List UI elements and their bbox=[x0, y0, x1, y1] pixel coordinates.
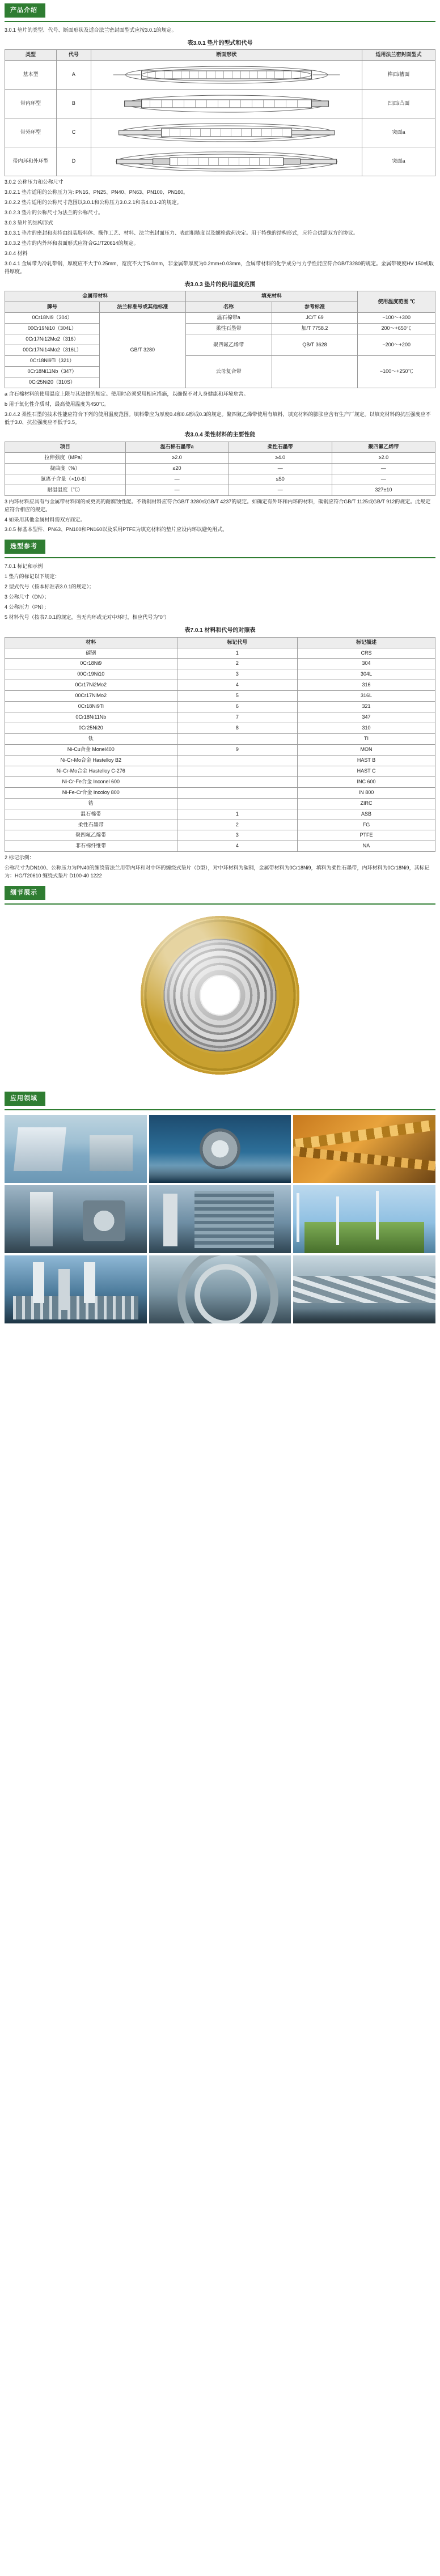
gasket-type-table bbox=[5, 49, 435, 176]
table-row bbox=[5, 680, 435, 691]
t7-r15-c0: 温石棉带 bbox=[5, 809, 177, 820]
th-ptfe: 聚四氟乙烯带 bbox=[332, 442, 435, 452]
gasket-diagram-d bbox=[93, 148, 360, 175]
t7-r1-c2: 304 bbox=[298, 659, 435, 669]
table-row bbox=[5, 648, 435, 659]
table4-title: 表3.0.4 柔性材料的主要性能 bbox=[184, 432, 256, 439]
t7-r4-c0: 00Cr17NiMo2 bbox=[5, 691, 177, 702]
t4-r1-c2: — bbox=[229, 463, 332, 474]
t7-r18-c1: 4 bbox=[177, 841, 298, 852]
th-mark-desc: 标记描述 bbox=[298, 637, 435, 648]
section-title-selection: 选型参考 bbox=[5, 540, 45, 554]
t4-r2-c3: — bbox=[332, 474, 435, 485]
metal-5: 0Cr18Ni11Nb（347） bbox=[5, 366, 100, 377]
cell-type-b: 带内环型 bbox=[5, 90, 57, 118]
t4-r0-c0: 拉伸强度（MPa） bbox=[5, 452, 126, 463]
th-filler-material: 填充材料 bbox=[185, 291, 358, 302]
example-text: 公称尺寸为DN100、公称压力为PN40的缠绕管法兰用带内环和对中环的缠绕式垫片（D型），对中环材料为碳钢，金属带材料为0Cr18Ni9，填料为柔性石墨带，内环材料为0Cr18Ni9，其标记为：HG/T20610 缠绕式垫片 D100-40 1222 bbox=[5, 865, 430, 879]
gallery-image-wind-turbines bbox=[293, 1185, 435, 1253]
clause-block-302 bbox=[5, 179, 435, 275]
t7-r0-c0: 碳钢 bbox=[5, 648, 177, 659]
filler-std-2: QB/T 3628 bbox=[272, 334, 358, 356]
cell-shape-c bbox=[91, 118, 362, 147]
note-a: a 含石棉材料的使用温度上限与其法律的规定。使用时必须采用相应措施，以确保不对人身健康和环境危害。 bbox=[5, 391, 249, 397]
clause-3032: 3.0.3.2 垫片的内外环和表面形式应符合GJ/T20614的规定。 bbox=[5, 240, 139, 247]
table-row bbox=[5, 324, 435, 334]
gasket-diagram-b bbox=[93, 91, 360, 117]
cell-shape-a bbox=[91, 61, 362, 90]
t7-r7-c0: 0Cr25Ni20 bbox=[5, 723, 177, 734]
t7-r5-c0: 0Cr18Ni9Ti bbox=[5, 702, 177, 712]
t7-r10-c1 bbox=[177, 755, 298, 766]
table-row bbox=[5, 841, 435, 852]
th-asbestos: 温石棉石墨带a bbox=[125, 442, 229, 452]
t7-r16-c0: 柔性石墨带 bbox=[5, 820, 177, 830]
t7-r16-c1: 2 bbox=[177, 820, 298, 830]
th-mark-code: 标记代号 bbox=[177, 637, 298, 648]
t7-r8-c2: TI bbox=[298, 734, 435, 745]
t7-r1-c0: 0Cr18Ni9 bbox=[5, 659, 177, 669]
cell-shape-d bbox=[91, 147, 362, 176]
table-row bbox=[5, 485, 435, 495]
t7-r7-c1: 8 bbox=[177, 723, 298, 734]
t4-r3-c0: 耐温温度（℃） bbox=[5, 485, 126, 495]
t7-r18-c0: 非石棉纤维带 bbox=[5, 841, 177, 852]
intro-paragraph: 3.0.1 垫片的类型、代号、断面形状及适合法兰密封面型式应按3.0.1的规定。 bbox=[5, 27, 177, 33]
metal-4: 0Cr18Ni9Ti（321） bbox=[5, 355, 100, 366]
th-code: 代号 bbox=[57, 50, 91, 61]
note-b: b 用于氧化性介质时，最高使用温度为450℃。 bbox=[5, 401, 109, 407]
gallery-image-pipe-network bbox=[149, 1255, 291, 1323]
t7-r9-c1: 9 bbox=[177, 744, 298, 755]
t4-r1-c1: ≤20 bbox=[125, 463, 229, 474]
material-code-table bbox=[5, 637, 435, 852]
t7-r14-c1 bbox=[177, 798, 298, 809]
t7-r9-c0: Ni-Cu合金 Monel400 bbox=[5, 744, 177, 755]
clause-3042: 3.0.4.2 柔性石墨的技术性能应符合下列的使用温度范围。填料带应为厚度0.4和0.6形成0.3的规定。聚四氟乙烯带使用有填料，填充材料的膨胀应含有生产厂规定。以填充材料的抗压强度应不低于3.0、抗拉强度应不低于3.5。 bbox=[5, 411, 431, 425]
t7-r1-c1: 2 bbox=[177, 659, 298, 669]
selection-item-4: 4 公称压力（PN）； bbox=[5, 604, 49, 610]
table-row bbox=[5, 691, 435, 702]
t7-r2-c1: 3 bbox=[177, 669, 298, 680]
t7-r10-c2: HAST B bbox=[298, 755, 435, 766]
clause-305: 3.0.5 标基本型件、PN63、PN100和PN160以及采用PTFE为填充材料的垫片应设内环以避免用式。 bbox=[5, 527, 228, 533]
cell-type-d: 带内环和外环型 bbox=[5, 147, 57, 176]
t7-r6-c2: 347 bbox=[298, 712, 435, 723]
spiral-wound-gasket-photo bbox=[135, 910, 305, 1080]
th-apply: 适用法兰密封面型式 bbox=[362, 50, 435, 61]
filler-temp-3: −100～+250℃ bbox=[358, 355, 435, 388]
clause-302: 3.0.2 公称压力和公称尺寸 bbox=[5, 179, 64, 185]
t4-r0-c2: ≥4.0 bbox=[229, 452, 332, 463]
t7-r17-c1: 3 bbox=[177, 830, 298, 841]
clause-3023: 3.0.2.3 垫片的公称尺寸为法兰的公称尺寸。 bbox=[5, 210, 104, 216]
cell-type-c: 带外环型 bbox=[5, 118, 57, 147]
t4-r2-c1: — bbox=[125, 474, 229, 485]
t7-r15-c1: 1 bbox=[177, 809, 298, 820]
th-std: 法兰标准号或其他标准 bbox=[99, 302, 185, 313]
t7-r12-c0: Ni-Cr-Fe合金 Inconel 600 bbox=[5, 776, 177, 787]
table-row bbox=[5, 766, 435, 776]
table7-title: 表7.0.1 材料和代号的对照表 bbox=[184, 627, 256, 634]
t7-r2-c2: 304L bbox=[298, 669, 435, 680]
table-row bbox=[5, 776, 435, 787]
table-row bbox=[5, 463, 435, 474]
filler-temp-0: −100～+300 bbox=[358, 313, 435, 324]
th-filler-name: 名称 bbox=[185, 302, 272, 313]
table-row bbox=[5, 723, 435, 734]
table-row bbox=[5, 809, 435, 820]
table-row bbox=[5, 452, 435, 463]
cell-code-c: C bbox=[57, 118, 91, 147]
th-temp-range: 使用温度范围 ℃ bbox=[358, 291, 435, 313]
clause-3021: 3.0.2.1 垫片适用的公称压力为: PN16、PN25、PN40、PN63、PN100、PN160。 bbox=[5, 189, 189, 196]
table-row bbox=[5, 118, 435, 147]
t7-r3-c2: 316 bbox=[298, 680, 435, 691]
filler-name-3: 云母复合带 bbox=[185, 355, 272, 388]
filler-temp-2: −200～+200 bbox=[358, 334, 435, 356]
section-header-applications bbox=[5, 1088, 435, 1110]
t7-r3-c0: 0Cr17Ni2Mo2 bbox=[5, 680, 177, 691]
filler-temp-1: 200～+650℃ bbox=[358, 324, 435, 334]
metal-0: 0Cr18Ni9（304） bbox=[5, 313, 100, 324]
example-title: 2 标记示例： bbox=[5, 855, 35, 861]
th-shape: 断面形状 bbox=[91, 50, 362, 61]
product-photo-wrap bbox=[5, 910, 435, 1080]
t7-r5-c2: 321 bbox=[298, 702, 435, 712]
table-row bbox=[5, 712, 435, 723]
table-row bbox=[5, 820, 435, 830]
table-row bbox=[5, 313, 435, 324]
clause-3031: 3.0.3.1 垫片的密封和夹持由组装胶料体、操作工艺、材料、法兰密封面压力、表面粗糙度以及螺栓载荷决定。用于特殊的结构形式，应符合供需双方的协议。 bbox=[5, 230, 359, 236]
filler-std-3 bbox=[272, 355, 358, 388]
t7-r3-c1: 4 bbox=[177, 680, 298, 691]
gasket-diagram-a bbox=[93, 62, 360, 88]
section-header-selection bbox=[5, 536, 435, 558]
filler-name-0: 温石棉带a bbox=[185, 313, 272, 324]
t7-r4-c1: 5 bbox=[177, 691, 298, 702]
table-row bbox=[5, 61, 435, 90]
t7-r9-c2: MON bbox=[298, 744, 435, 755]
selection-item-3: 3 公称尺寸（DN）； bbox=[5, 594, 50, 600]
gallery-image-pipeline-equipment bbox=[5, 1185, 147, 1253]
t7-r8-c0: 钛 bbox=[5, 734, 177, 745]
t7-r5-c1: 6 bbox=[177, 702, 298, 712]
t7-r11-c0: Ni-Cr-Mo合金 Hastelloy C-276 bbox=[5, 766, 177, 776]
t4-r1-c0: 挠曲度（%） bbox=[5, 463, 126, 474]
th-metal-material: 金属带材料 bbox=[5, 291, 186, 302]
t7-r0-c1: 1 bbox=[177, 648, 298, 659]
selection-item-5: 5 材料代号（按表7.0.1的规定，当无内环或无对中环时，相应代号为"0"） bbox=[5, 614, 170, 621]
t7-r14-c0: 锆 bbox=[5, 798, 177, 809]
metal-6: 0Cr25Ni20（310S） bbox=[5, 377, 100, 388]
clause-304: 3.0.4 材料 bbox=[5, 250, 28, 256]
section-title-detail: 细节展示 bbox=[5, 886, 45, 900]
t7-r0-c2: CRS bbox=[298, 648, 435, 659]
filler-std-0: JC/T 69 bbox=[272, 313, 358, 324]
cell-apply-b: 凹面/凸面 bbox=[362, 90, 435, 118]
th-brand: 牌号 bbox=[5, 302, 100, 313]
table-row bbox=[5, 744, 435, 755]
selection-item-2: 2 型式代号（按本标准表3.0.1的规定）； bbox=[5, 584, 95, 590]
section-title-applications: 应用领域 bbox=[5, 1092, 45, 1106]
t7-r11-c2: HAST C bbox=[298, 766, 435, 776]
clause-303: 3.0.3 垫片的结构形式 bbox=[5, 220, 53, 226]
gallery-image-refinery-pipes bbox=[149, 1185, 291, 1253]
t7-r12-c2: INC 600 bbox=[298, 776, 435, 787]
table-row bbox=[5, 798, 435, 809]
filler-name-1: 柔性石墨带 bbox=[185, 324, 272, 334]
t7-r14-c2: ZIRC bbox=[298, 798, 435, 809]
table-row bbox=[5, 669, 435, 680]
metal-1: 00Cr19Ni10（304L） bbox=[5, 324, 100, 334]
gallery-image-copper-coils bbox=[293, 1115, 435, 1183]
th-type: 类型 bbox=[5, 50, 57, 61]
metal-3: 00Cr17Ni14Mo2（316L） bbox=[5, 345, 100, 355]
selection-item-1: 1 垫片的标记以下规定： bbox=[5, 574, 60, 580]
filler-std-1: 加/T 7758.2 bbox=[272, 324, 358, 334]
t7-r16-c2: FG bbox=[298, 820, 435, 830]
clause-3041: 3.0.4.1 金属带为冷轧带钢，厚度应不大于0.25mm，宽度不大于5.0mm，非金属带厚度为0.2mm±0.03mm，金属带材料的化学成分与力学性能应符合GB/T3280的规定。金属带硬度HV 150或取得厚度。 bbox=[5, 260, 434, 274]
t7-r7-c2: 310 bbox=[298, 723, 435, 734]
clause-3022: 3.0.2.2 垫片适用的公称尺寸范围以3.0.1和公称压力3.0.2.1和表4.0.1-2的规定。 bbox=[5, 200, 182, 206]
t4-r0-c3: ≥2.0 bbox=[332, 452, 435, 463]
table3-title: 表3.0.3 垫片的使用温度范围 bbox=[184, 281, 256, 288]
gasket-diagram-c bbox=[93, 120, 360, 146]
t7-r17-c2: PTFE bbox=[298, 830, 435, 841]
t4-r3-c3: 327±10 bbox=[332, 485, 435, 495]
t4-r0-c1: ≥2.0 bbox=[125, 452, 229, 463]
table-row bbox=[5, 734, 435, 745]
application-gallery bbox=[5, 1115, 435, 1323]
t7-r13-c0: Ni-Fe-Cr合金 Incoloy 800 bbox=[5, 787, 177, 798]
table1-title: 表3.0.1 垫片的型式和代号 bbox=[187, 40, 253, 46]
th-material: 材料 bbox=[5, 637, 177, 648]
table-row bbox=[5, 787, 435, 798]
selection-lead: 7.0.1 标记和示例 bbox=[5, 563, 43, 570]
cell-code-a: A bbox=[57, 61, 91, 90]
table-row bbox=[5, 659, 435, 669]
gallery-image-petrochemical-plant bbox=[5, 1255, 147, 1323]
t7-r15-c2: ASB bbox=[298, 809, 435, 820]
table-row bbox=[5, 755, 435, 766]
table-row bbox=[5, 334, 435, 345]
gallery-image-valve-wheel bbox=[149, 1115, 291, 1183]
t7-r6-c1: 7 bbox=[177, 712, 298, 723]
t7-r6-c0: 0Cr18Ni11Nb bbox=[5, 712, 177, 723]
cell-apply-a: 榫面/槽面 bbox=[362, 61, 435, 90]
cell-type-a: 基本型 bbox=[5, 61, 57, 90]
gallery-image-metal-coil-strip bbox=[293, 1255, 435, 1323]
t7-r12-c1 bbox=[177, 776, 298, 787]
cell-shape-b bbox=[91, 90, 362, 118]
section-header-detail bbox=[5, 882, 435, 905]
cell-apply-c: 突面a bbox=[362, 118, 435, 147]
temperature-range-table bbox=[5, 291, 435, 388]
t7-r18-c2: NA bbox=[298, 841, 435, 852]
t7-r17-c0: 聚四氟乙烯带 bbox=[5, 830, 177, 841]
th-ref-std: 参考标准 bbox=[272, 302, 358, 313]
metal-std: GB/T 3280 bbox=[99, 313, 185, 388]
note-ring-material: 3 内环材料应具有与金属带材料同的或更高的耐腐蚀性能。不锈钢材料应符合GB/T 3280或GB/T 4237的规定。如确定有外环和内环的材料，碳钢应符合GB/T 1125或GB/T 912的规定。此规定应符合相应的规定。 bbox=[5, 498, 431, 512]
cell-apply-d: 突面a bbox=[362, 147, 435, 176]
metal-2: 0Cr17Ni12Mo2（316） bbox=[5, 334, 100, 345]
t7-r11-c1 bbox=[177, 766, 298, 776]
t4-r2-c2: ≤50 bbox=[229, 474, 332, 485]
flexible-material-performance-table bbox=[5, 442, 435, 496]
t7-r4-c2: 316L bbox=[298, 691, 435, 702]
table-row bbox=[5, 355, 435, 366]
t7-r13-c1 bbox=[177, 787, 298, 798]
table-row bbox=[5, 702, 435, 712]
gallery-image-industrial-plant-1 bbox=[5, 1115, 147, 1183]
cell-code-b: B bbox=[57, 90, 91, 118]
table-row bbox=[5, 90, 435, 118]
table-row bbox=[5, 474, 435, 485]
note-other-metal: 4 如采用其他金属材料需双方商定。 bbox=[5, 516, 86, 523]
t7-r13-c2: IN 800 bbox=[298, 787, 435, 798]
t4-r3-c2: — bbox=[229, 485, 332, 495]
t4-r2-c0: 氯离子含量（×10-6） bbox=[5, 474, 126, 485]
table-row bbox=[5, 830, 435, 841]
t7-r10-c0: Ni-Cr-Mo合金 Hastelloy B2 bbox=[5, 755, 177, 766]
t4-r1-c3: — bbox=[332, 463, 435, 474]
th-graphite: 柔性石墨带 bbox=[229, 442, 332, 452]
section-header-intro bbox=[5, 0, 435, 22]
t4-r3-c1: — bbox=[125, 485, 229, 495]
filler-name-2: 聚四氟乙烯带 bbox=[185, 334, 272, 356]
cell-code-d: D bbox=[57, 147, 91, 176]
table-row bbox=[5, 147, 435, 176]
section-title-intro: 产品介绍 bbox=[5, 3, 45, 18]
t7-r8-c1 bbox=[177, 734, 298, 745]
t7-r2-c0: 00Cr19Ni10 bbox=[5, 669, 177, 680]
th-item: 项目 bbox=[5, 442, 126, 452]
